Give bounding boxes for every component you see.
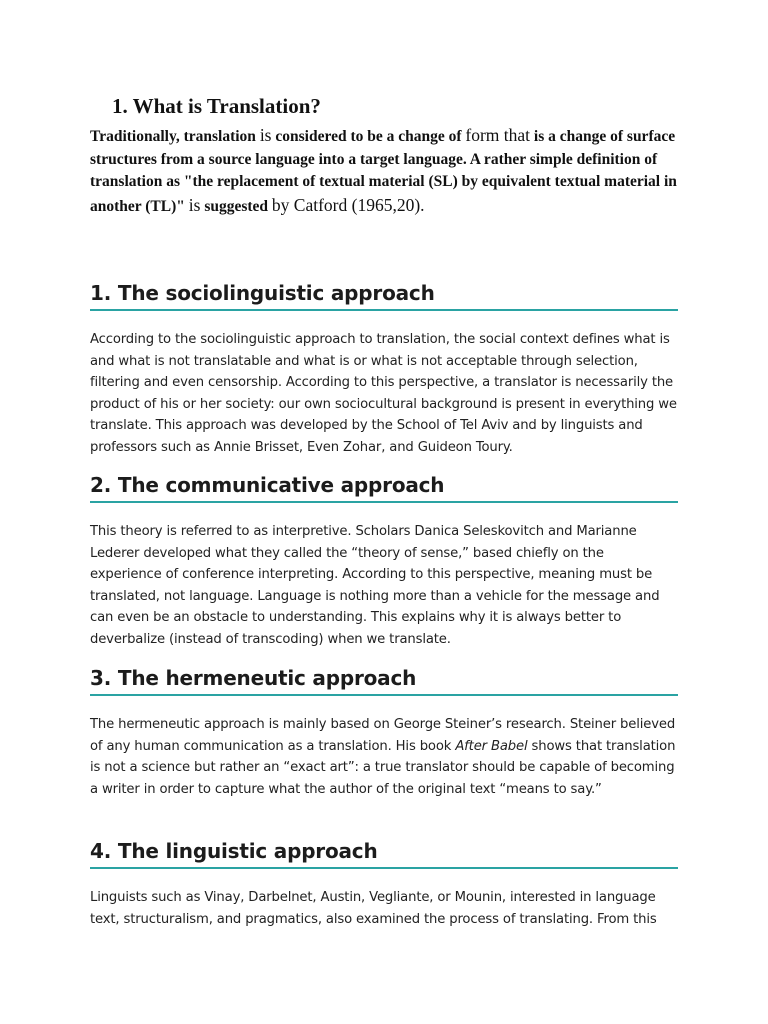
- intro-title: 1. What is Translation?: [112, 94, 321, 118]
- intro-text-part: form that: [465, 125, 531, 145]
- intro-text-part: is a change of surface structures from a source language into a target language. A rather simple definition of translation as "the replacement of textual material (SL) by equivalent textual material in another (TL)": [90, 128, 677, 215]
- section-body: According to the sociolinguistic approach to translation, the social context defines what is and what is not translatable and what is or what is not acceptable through selection, filtering and even censorship. According to this perspective, a translator is necessarily the product of his or her society: our own sociocultural background is present in everything we translate. This approach was developed by the School of Tel Aviv and by linguists and professors such as Annie Brisset, Even Zohar, and Guideon Toury.: [90, 332, 677, 455]
- body-text: The hermeneutic approach is mainly based on George Steiner’s research. Steiner believed of any human communication as a translation. His book: [90, 717, 676, 754]
- section-linguistic: [90, 838, 678, 930]
- section-communicative: [90, 472, 678, 650]
- intro-text-part: suggested: [200, 197, 272, 215]
- section-heading: 2. The communicative approach: [90, 472, 678, 503]
- section-hermeneutic: [90, 665, 678, 800]
- intro-text-part: is: [188, 194, 201, 215]
- section-body: This theory is referred to as interpretive. Scholars Danica Seleskovitch and Marianne Lederer developed what they called the “theory of sense,” based chiefly on the experience of conference interpreting. According to this perspective, meaning must be translated, not language. Language is nothing more than a vehicle for the message and can even be an obstacle to understanding. This explains why it is always better to deverbalize (instead of transcoding) when we translate.: [90, 524, 660, 647]
- intro-text-part: is: [259, 125, 272, 145]
- intro-text-part: Traditionally, translation: [90, 128, 260, 145]
- book-title: After Babel: [455, 738, 528, 754]
- intro-text-part: considered to be a change of: [271, 128, 466, 145]
- section-sociolinguistic: [90, 280, 678, 458]
- section-heading: 4. The linguistic approach: [90, 838, 678, 869]
- intro-paragraph: [90, 124, 678, 218]
- intro-text-part: by Catford (1965,20).: [271, 194, 425, 215]
- section-body: Linguists such as Vinay, Darbelnet, Austin, Vegliante, or Mounin, interested in language text, structuralism, and pragmatics, also examined the process of translating. From this: [90, 890, 657, 927]
- section-heading: 1. The sociolinguistic approach: [90, 280, 678, 311]
- section-heading: 3. The hermeneutic approach: [90, 665, 678, 696]
- section-body: [90, 714, 678, 800]
- body-text: shows that translation is not a science but rather an “exact art”: a true translator should be capable of becoming a writer in order to capture what the author of the original text “means to say.”: [90, 738, 676, 797]
